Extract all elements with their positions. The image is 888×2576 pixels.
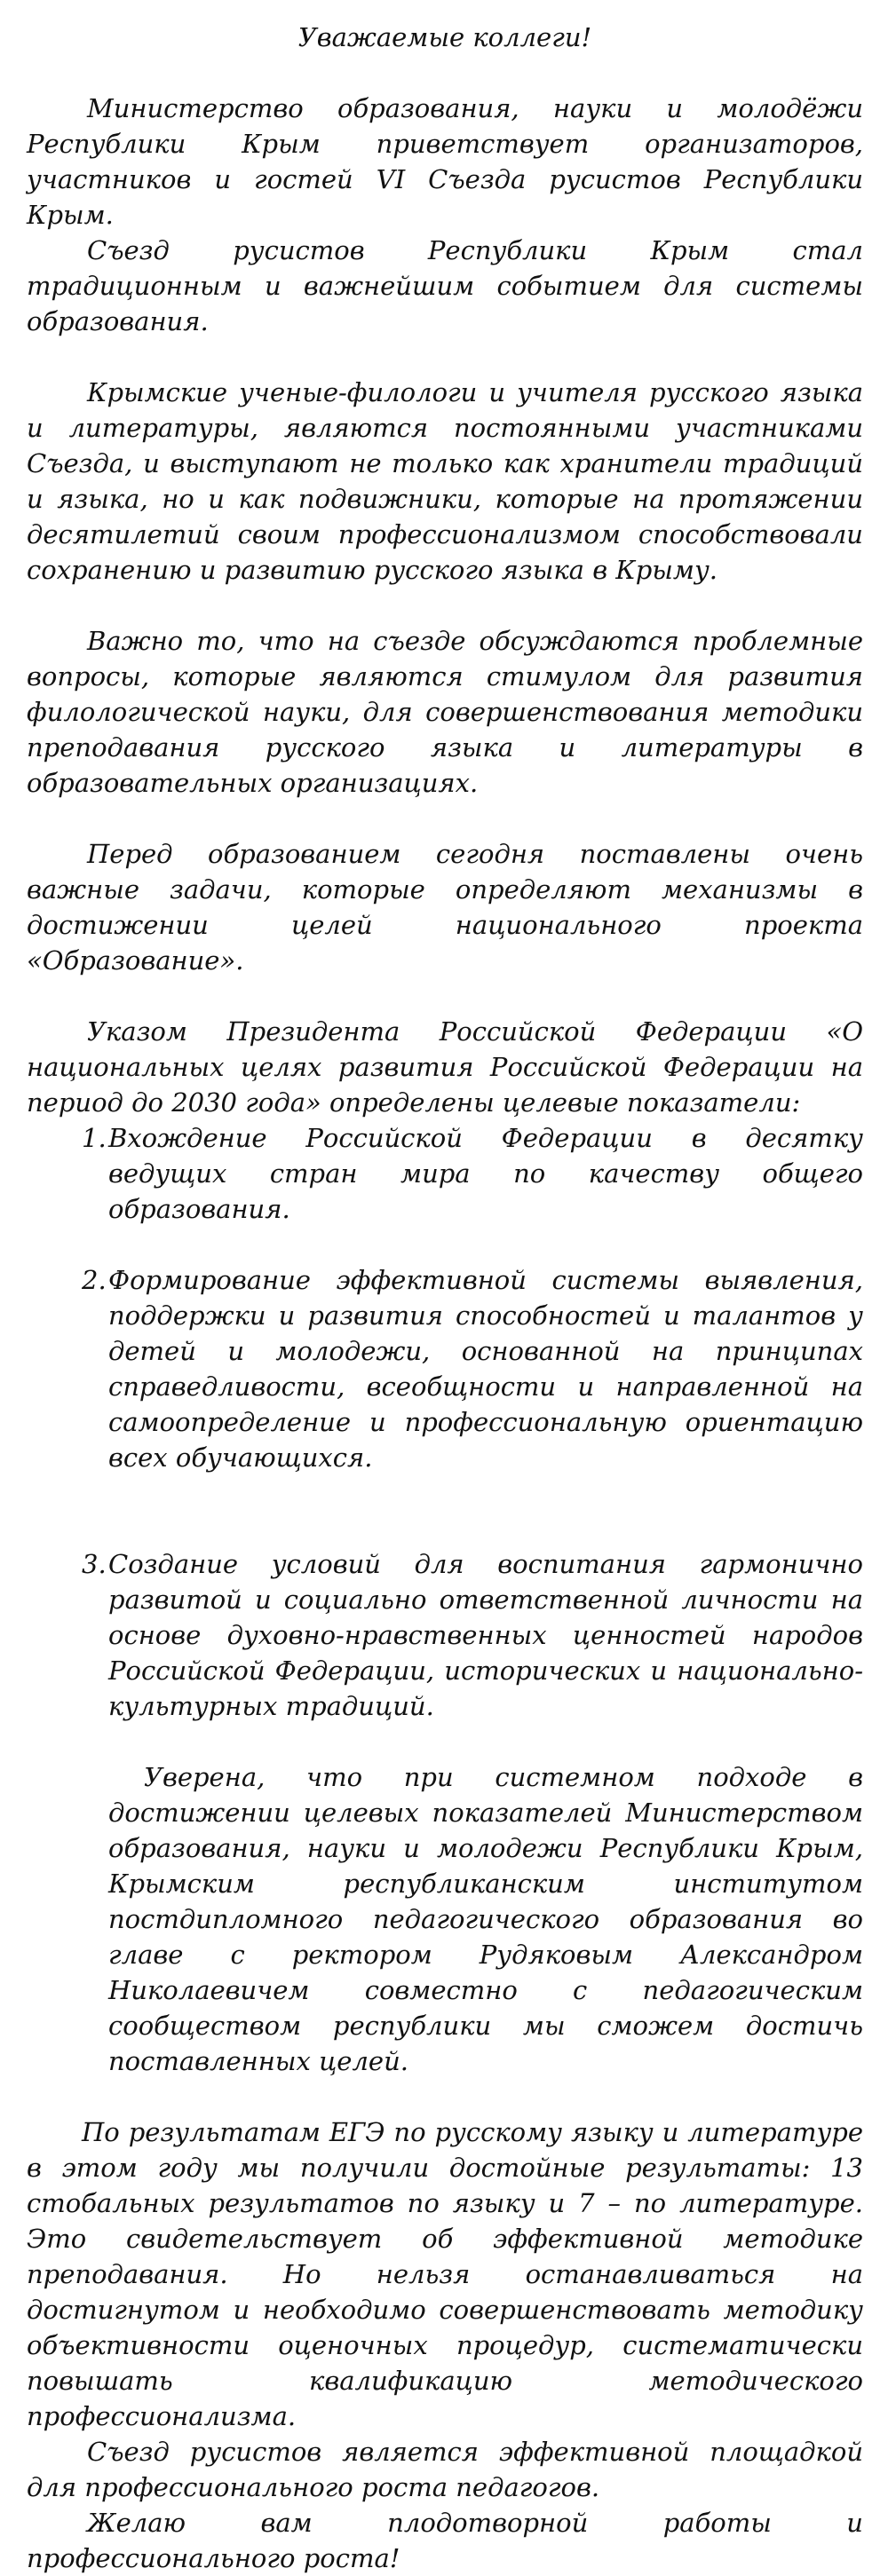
spacer	[27, 588, 863, 623]
list-item	[82, 1120, 863, 1227]
issues-paragraph: Важно то, что на съезде обсуждаются проблемные вопросы, которые являются стимулом для развития филологической науки, для совершенствования методики преподавания русского языка и литературы в образовательных организациях.	[27, 626, 863, 798]
philologists-paragraph: Крымские ученые-филологи и учителя русского языка и литературы, являются постоянными участниками Съезда, и выступают не только как хранители традиций и языка, но и как подвижники, которые на протяжении десятилетий своим профессионализмом способствовали сохранению и развитию русского языка в Крыму.	[27, 377, 863, 585]
spacer	[108, 1511, 863, 1546]
list-item-text: Вхождение Российской Федерации в десятку ведущих стран мира по качеству общего образования.	[108, 1123, 863, 1224]
targets-list	[27, 1120, 863, 1724]
welcome-paragraph: Министерство образования, науки и молодёжи Республики Крым приветствует организаторов, участников и гостей VI Съезда русистов Республики Крым.	[27, 93, 863, 230]
decree-paragraph: Указом Президента Российской Федерации «О национальных целях развития Российской Федерации на период до 2030 года» определены целевые показатели:	[27, 1016, 863, 1118]
greeting-heading: Уважаемые коллеги!	[297, 22, 592, 52]
list-item-number: 2.	[82, 1265, 107, 1295]
list-item-text: Создание условий для воспитания гармонично развитой и социально ответственной личности на основе духовно-нравственных ценностей народов Российской Федерации, исторических и национально-культурных традиций.	[108, 1549, 863, 1721]
spacer	[27, 1724, 863, 1759]
platform-paragraph: Съезд русистов является эффективной площадкой для профессионального роста педагогов.	[27, 2437, 863, 2502]
spacer	[108, 1475, 863, 1511]
list-item-number: 3.	[82, 1549, 107, 1579]
conclusion-paragraph: Уверена, что при системном подходе в достижении целевых показателей Министерством образования, науки и молодежи Республики Крым, Крымским республиканским институтом постдипломного педагогического образования во главе с ректором Рудяковым Александром Николаевичем совместно с педагогическим сообществом республики мы сможем достичь поставленных целей.	[108, 1762, 863, 2076]
list-item-text: Формирование эффективной системы выявления, поддержки и развития способностей и талантов у детей и молодежи, основанной на принципах справедливости, всеобщности и направленной на самоопределение и профессиональную ориентацию всех обучающихся.	[108, 1265, 863, 1473]
exam-results-paragraph: По результатам ЕГЭ по русскому языку и литературе в этом году мы получили достойные результаты: 13 стобальных результатов по языку и 7 – по литературе. Это свидетельствует об эффективной методике преподавания. Но нельзя останавливаться на достигнутом и необходимо совершенствовать методику объективности оценочных процедур, систематически повышать квалификацию методического профессионализма.	[27, 2117, 863, 2431]
spacer	[27, 978, 863, 1014]
list-item	[82, 1546, 863, 1724]
spacer	[27, 801, 863, 836]
spacer	[27, 2079, 863, 2114]
spacer	[108, 1227, 863, 1262]
tasks-paragraph: Перед образованием сегодня поставлены очень важные задачи, которые определяют механизмы в достижении целей национального проекта «Образование».	[27, 839, 863, 976]
spacer	[27, 339, 863, 375]
list-item	[82, 1262, 863, 1475]
closing-wish: Желаю вам плодотворной работы и профессионального роста!	[27, 2508, 863, 2573]
list-item-number: 1.	[82, 1123, 107, 1153]
tradition-paragraph: Съезд русистов Республики Крым стал традиционным и важнейшим событием для системы образования.	[27, 235, 863, 336]
